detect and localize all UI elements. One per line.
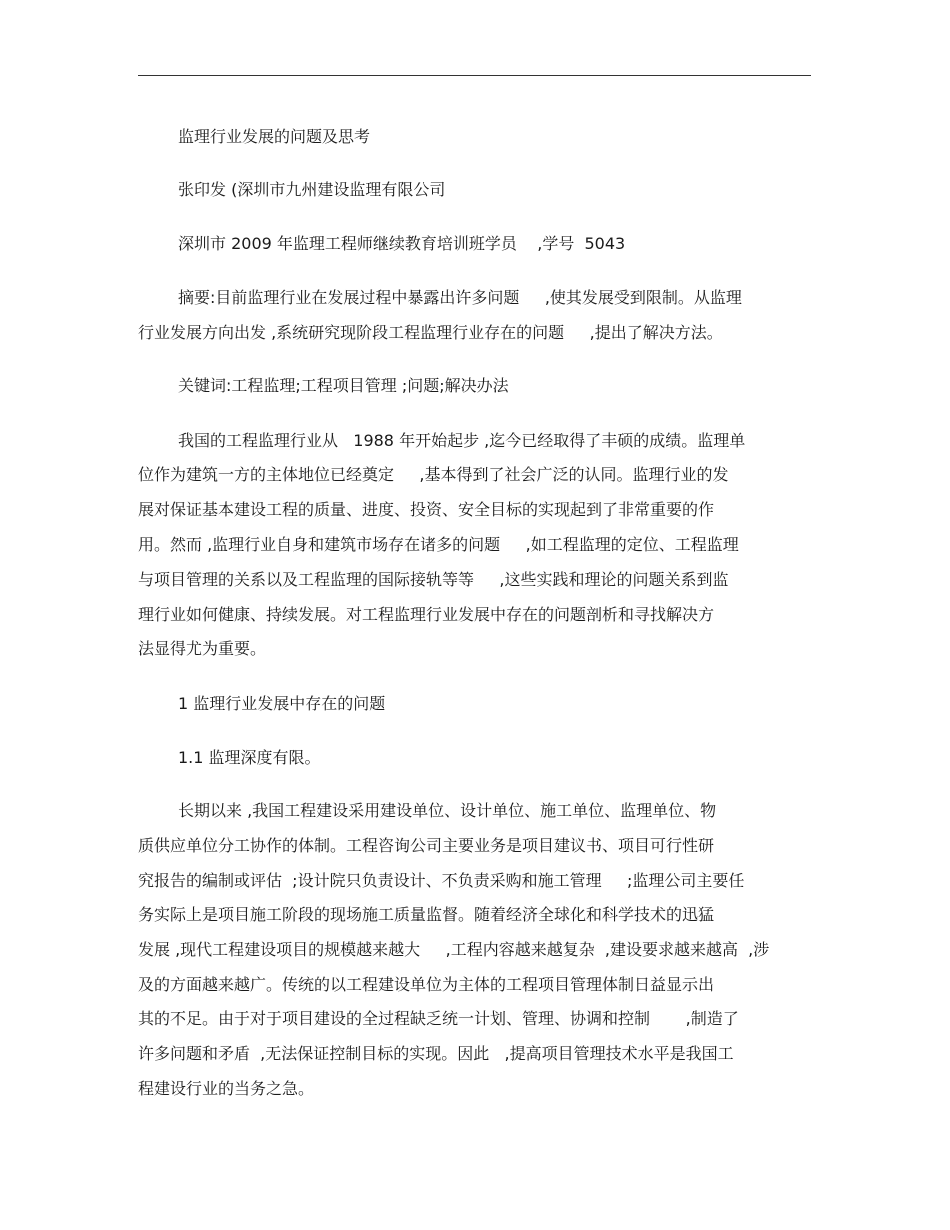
paragraph-line: 务实际上是项目施工阶段的现场施工质量监督。随着经济全球化和科学技术的迅猛 <box>138 905 715 924</box>
abstract-line: 摘要:目前监理行业在发展过程中暴露出许多问题 ,使其发展受到限制。从监理 <box>178 288 742 307</box>
keywords-line: 关键词:工程监理;工程项目管理 ;问题;解决办法 <box>178 376 509 395</box>
paragraph-line: 及的方面越来越广。传统的以工程建设单位为主体的工程项目管理体制日益显示出 <box>138 975 715 994</box>
paragraph-line: 质供应单位分工协作的体制。工程咨询公司主要业务是项目建议书、项目可行性研 <box>138 836 715 855</box>
section-heading-1: 1 监理行业发展中存在的问题 <box>178 694 386 713</box>
affiliation-line: 深圳市 2009 年监理工程师继续教育培训班学员 ,学号 5043 <box>178 234 626 253</box>
abstract-line: 行业发展方向出发 ,系统研究现阶段工程监理行业存在的问题 ,提出了解决方法。 <box>138 323 723 342</box>
paragraph-line: 法显得尤为重要。 <box>138 639 267 658</box>
paragraph-line: 展对保证基本建设工程的质量、进度、投资、安全目标的实现起到了非常重要的作 <box>138 500 715 519</box>
paragraph-line: 程建设行业的当务之急。 <box>138 1079 315 1098</box>
paragraph-line: 许多问题和矛盾 ,无法保证控制目标的实现。因此 ,提高项目管理技术水平是我国工 <box>138 1044 734 1063</box>
paragraph-line: 发展 ,现代工程建设项目的规模越来越大 ,工程内容越来越复杂 ,建设要求越来越高 ,涉 <box>138 940 770 959</box>
paragraph-line: 用。然而 ,监理行业自身和建筑市场存在诸多的问题 ,如工程监理的定位、工程监理 <box>138 535 739 554</box>
paragraph-line: 理行业如何健康、持续发展。对工程监理行业发展中存在的问题剖析和寻找解决方 <box>138 605 715 624</box>
document-title: 监理行业发展的问题及思考 <box>178 127 371 146</box>
author-line: 张印发 (深圳市九州建设监理有限公司 <box>178 180 446 199</box>
paragraph-line: 长期以来 ,我国工程建设采用建设单位、设计单位、施工单位、监理单位、物 <box>178 801 717 820</box>
paragraph-line: 究报告的编制或评估 ;设计院只负责设计、不负责采购和施工管理 ;监理公司主要任 <box>138 871 745 890</box>
paragraph-line: 其的不足。由于对于项目建设的全过程缺乏统一计划、管理、协调和控制 ,制造了 <box>138 1009 739 1028</box>
section-heading-1-1: 1.1 监理深度有限。 <box>178 748 321 767</box>
header-rule <box>138 75 811 76</box>
paragraph-line: 与项目管理的关系以及工程监理的国际接轨等等 ,这些实践和理论的问题关系到监 <box>138 570 729 589</box>
paragraph-line: 我国的工程监理行业从 1988 年开始起步 ,迄今已经取得了丰硕的成绩。监理单 <box>178 431 746 450</box>
paragraph-line: 位作为建筑一方的主体地位已经奠定 ,基本得到了社会广泛的认同。监理行业的发 <box>138 465 729 484</box>
